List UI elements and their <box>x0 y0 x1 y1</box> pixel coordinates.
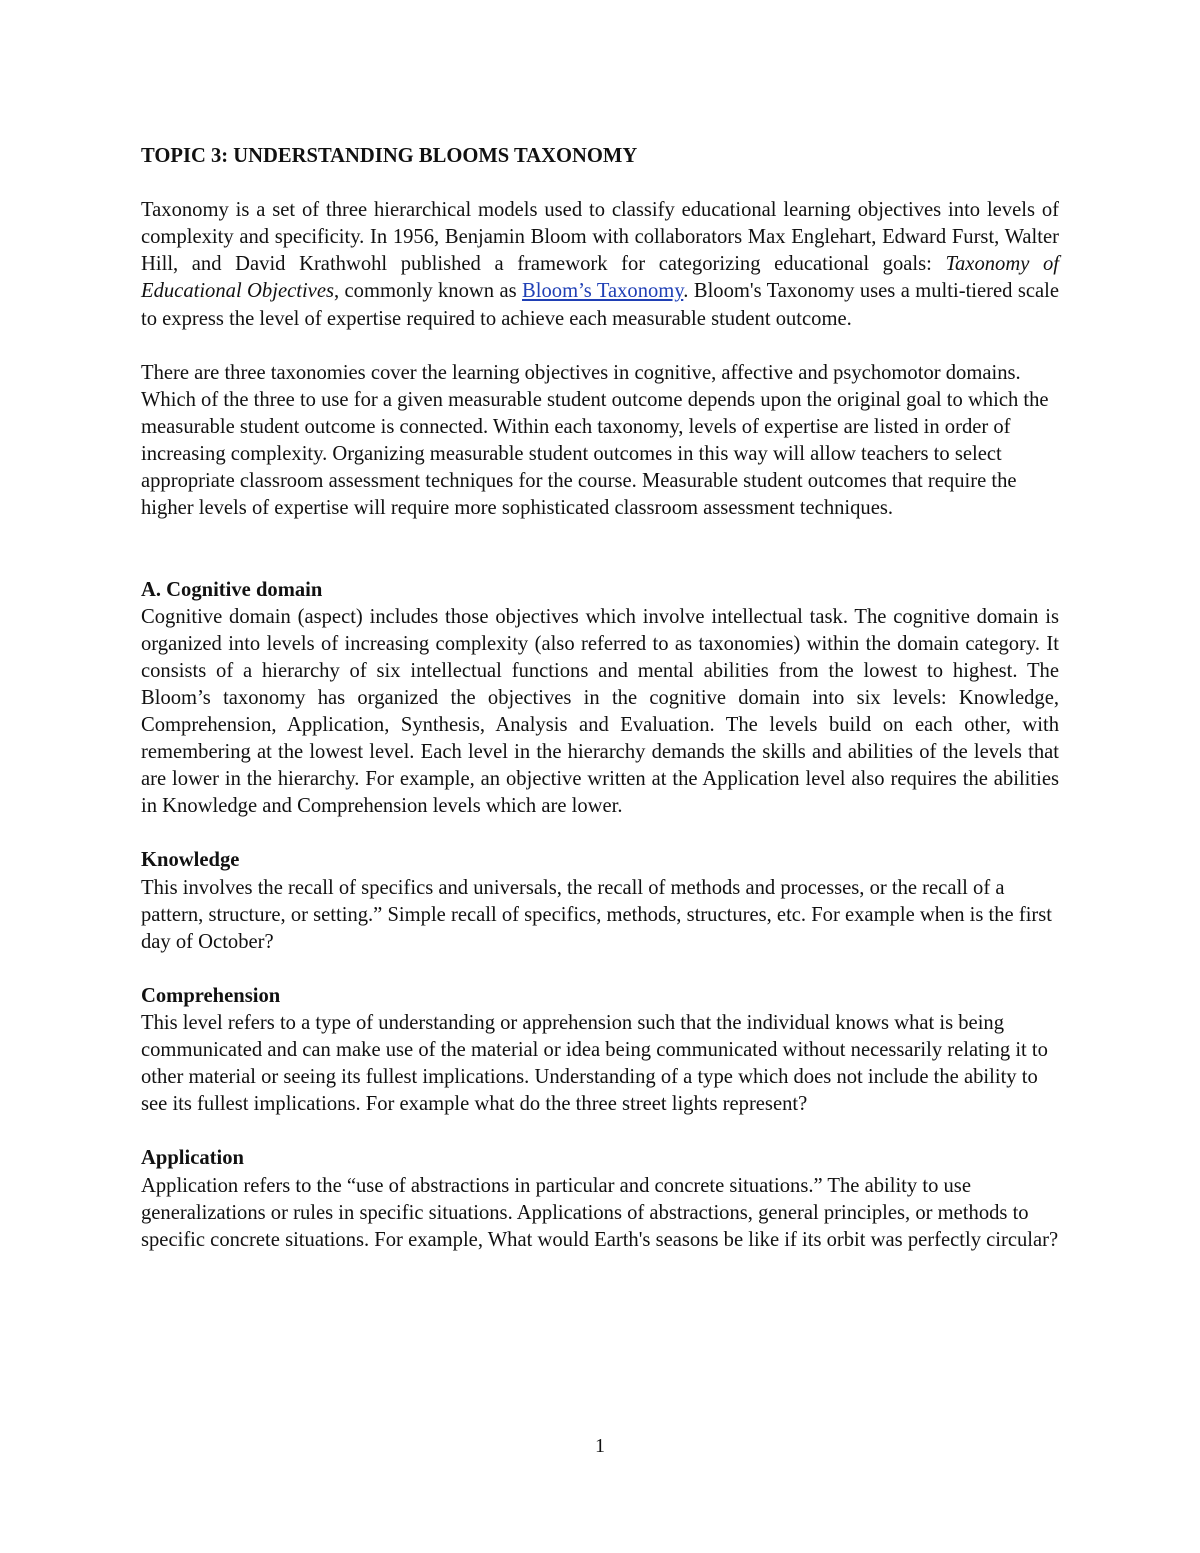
spacer <box>141 170 1059 197</box>
section-heading-application: Application <box>141 1147 244 1170</box>
intro-paragraph <box>141 197 1059 332</box>
section-heading-cognitive-domain: A. Cognitive domain <box>141 578 323 601</box>
spacer <box>141 1118 1059 1145</box>
document-content <box>141 143 1059 1254</box>
book-title: Taxonomy of Educational Objectives <box>141 253 1059 303</box>
section-heading-knowledge: Knowledge <box>141 849 240 872</box>
intro-text-part2: , commonly known as <box>333 280 523 303</box>
document-title: TOPIC 3: UNDERSTANDING BLOOMS TAXONOMY <box>141 145 638 167</box>
blooms-taxonomy-link[interactable]: Bloom’s Taxonomy <box>522 280 684 303</box>
page-number: 1 <box>595 1435 605 1457</box>
section-body-cognitive-domain: Cognitive domain (aspect) includes those objectives which involve intellectual task. The cognitive domain is organized into levels of increasing complexity (also referred to as taxonomies) within the domain category. It consists of a hierarchy of six intellectual functions and mental abilities from the lowest to highest. The Bloom’s taxonomy has organized the objectives in the cognitive domain into six levels: Knowledge, Comprehension, Application, Synthesis, Analysis and Evaluation. The levels build on each other, with remembering at the lowest level. Each level in the hierarchy demands the skills and abilities of the levels that are lower in the hierarchy. For example, an objective written at the Application level also requires the abilities in Knowledge and Comprehension levels which are lower. <box>141 605 1059 818</box>
spacer <box>141 333 1059 360</box>
spacer <box>141 956 1059 983</box>
intro-text-part3: . Bloom's Taxonomy uses a multi-tiered scale to express the level of expertise required to achieve each measurable student outcome. <box>141 280 1059 330</box>
spacer <box>141 522 1059 576</box>
section-heading-comprehension: Comprehension <box>141 984 281 1007</box>
overview-paragraph: There are three taxonomies cover the learning objectives in cognitive, affective and psychomotor domains. Which of the three to use for a given measurable student outcome depends upon the original goal to which the measurable student outcome is connected. Within each taxonomy, levels of expertise are listed in order of increasing complexity. Organizing measurable student outcomes in this way will allow teachers to select appropriate classroom assessment techniques for the course. Measurable student outcomes that require the higher levels of expertise will require more sophisticated classroom assessment techniques. <box>141 361 1049 520</box>
section-body-comprehension: This level refers to a type of understanding or apprehension such that the individual knows what is being communicated and can make use of the material or idea being communicated without necessarily relating it to other material or seeing its fullest implications. Understanding of a type which does not include the ability to see its fullest implications. For example what do the three street lights represent? <box>141 1012 1048 1116</box>
spacer <box>141 820 1059 847</box>
section-body-knowledge: This involves the recall of specifics and universals, the recall of methods and processes, or the recall of a pattern, structure, or setting.” Simple recall of specifics, methods, structures, etc. For example when is the first day of October? <box>141 876 1053 953</box>
section-body-application: Application refers to the “use of abstractions in particular and concrete situations.” The ability to use generalizations or rules in specific situations. Applications of abstractions, general principles, or methods to specific concrete situations. For example, What would Earth's seasons be like if its orbit was perfectly circular? <box>141 1174 1059 1251</box>
intro-text-part1: Taxonomy is a set of three hierarchical models used to classify educational learning objectives into levels of complexity and specificity. In 1956, Benjamin Bloom with collaborators Max Englehart, Edward Furst, Walter Hill, and David Krathwohl published a framework for categorizing educational goals: <box>141 199 1059 276</box>
